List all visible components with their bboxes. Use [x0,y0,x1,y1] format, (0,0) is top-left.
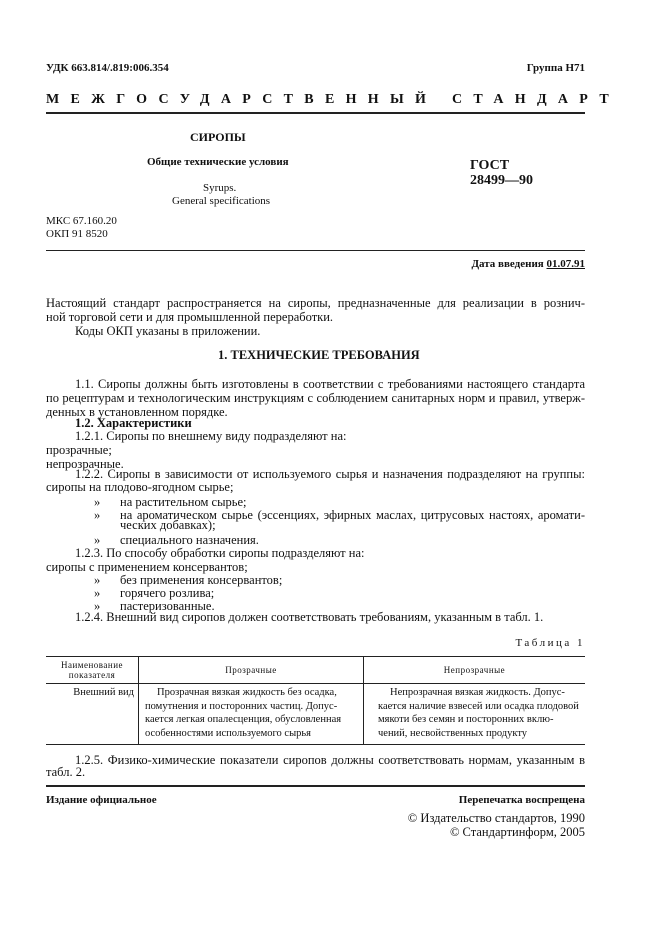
official-edition: Издание официальное [46,794,157,806]
footer-rule [46,785,585,787]
gost-number: 28499—90 [470,173,533,188]
header-indicator-line-2: показателя [68,670,116,680]
para-1-2-5-line-2: табл. 2. [46,765,86,779]
ditto-mark: » [94,495,101,509]
ditto-mark: » [94,533,101,547]
para-1-2-2-c: специального назначения. [120,533,259,547]
table-1 [46,656,585,745]
title-en-1: Syrups. [203,182,237,194]
cell-transparent-line-2: помутнения и посторонних частиц. Допус- [145,700,338,712]
para-1-2-2-line-1: 1.2.2. Сиропы в зависимости от используемого сырья и назначения подразделяют на группы: [75,467,585,481]
para-1-2-4: 1.2.4. Внешний вид сиропов должен соответствовать требованиям, указанным в табл. 1. [75,610,544,624]
doc-subtitle: Общие технические условия [147,156,289,168]
para-1-1-line-3: денных в установленном порядке. [46,405,228,419]
udk-code: УДК 663.814/.819:006.354 [46,62,169,74]
para-1-1-line-2: по рецептурам и технологическим инструкциям с соблюдением санитарных норм и правил, утверж- [46,391,585,405]
effective-date [471,258,585,270]
title-en-2: General specifications [172,195,271,207]
ditto-mark: » [94,586,101,600]
para-1-2-1-b: непрозрачные. [46,457,124,471]
para-1-2-1-a: прозрачные; [46,443,112,457]
para-1-2-2-b-line-1: на ароматическом сырье (эссенциях, эфирных маслах, цитрусовых настоях, аромати- [120,508,585,522]
cell-opaque-line-4: чений, несвойственных продукту [378,727,528,739]
banner-rule [46,112,585,114]
standard-banner: МЕЖГОСУДАРСТВЕННЫЙ СТАНДАРТ [46,92,620,107]
cell-transparent-line-1: Прозрачная вязкая жидкость без осадка, [157,687,337,698]
para-1-2-3-a: без применения консервантов; [120,573,283,587]
ditto-mark: » [94,508,101,522]
para-1-2-3: 1.2.3. По способу обработки сиропы подразделяют на: [75,546,365,560]
intro-line-3: Коды ОКП указаны в приложении. [75,324,261,338]
intro-line-2: ной торговой сети и для промышленной переработки. [46,310,334,324]
para-1-2-2-a: на растительном сырье; [120,495,247,509]
para-1-1-line-1: 1.1. Сиропы должны быть изготовлены в соответствии с требованиями настоящего стандарта [75,377,585,391]
copyright-1: © Издательство стандартов, 1990 [407,811,585,825]
gost-label: ГОСТ [470,158,510,173]
copyright-2: © Стандартинформ, 2005 [449,825,585,839]
cell-opaque-desc [364,684,586,745]
header-cell-indicator [46,657,139,684]
doc-title: СИРОПЫ [190,130,246,144]
okp-code: ОКП 91 8520 [46,228,108,240]
para-1-2-1: 1.2.1. Сиропы по внешнему виду подразделяют на: [75,429,347,443]
reprint-notice: Перепечатка воспрещена [458,794,585,806]
effective-date-value: 01.07.91 [546,258,585,270]
para-1-2-5-line-1: 1.2.5. Физико-химические показатели сиропов должны соответствовать нормам, указанным в [75,753,585,767]
effective-date-label: Дата введения [471,258,544,270]
para-1-2-3-c: пастеризованные. [120,599,215,613]
section-1-heading: 1. ТЕХНИЧЕСКИЕ ТРЕБОВАНИЯ [218,348,420,362]
header-cell-transparent: Прозрачные [139,657,364,684]
para-1-2: 1.2. Характеристики [75,416,192,430]
header-cell-opaque: Непрозрачные [364,657,586,684]
cell-transparent-desc [139,684,364,745]
cell-opaque-line-1: Непрозрачная вязкая жидкость. Допус- [390,687,565,698]
table-1-caption: Таблица 1 [515,637,585,649]
para-1-2-3-b: горячего розлива; [120,586,215,600]
cell-transparent-line-3: кается легкая опалесценция, обусловленная [145,714,342,725]
header-indicator-line-1: Наименование [60,660,124,670]
ditto-mark: » [94,599,101,613]
title-rule [46,250,585,251]
table-row [46,684,585,745]
mks-code: МКС 67.160.20 [46,215,117,227]
ditto-mark: » [94,573,101,587]
cell-opaque-line-2: кается наличие взвесей или осадка плодовой [378,700,579,712]
row-indicator-name: Внешний вид [46,684,139,745]
cell-opaque-line-3: мякоти без семян и посторонних вклю- [378,714,554,725]
para-1-2-2-b-line-2: ческих добавках); [120,518,216,532]
group-code: Группа Н71 [526,62,585,74]
table-header-row [46,657,585,684]
para-1-2-2-line-2: сиропы на плодово-ягодном сырье; [46,480,234,494]
intro-line-1: Настоящий стандарт распространяется на сиропы, предназначенные для реализации в рознич- [46,296,585,310]
cell-transparent-line-4: особенностями используемого сырья [145,727,312,739]
para-1-2-3-line-2: сиропы с применением консервантов; [46,560,248,574]
